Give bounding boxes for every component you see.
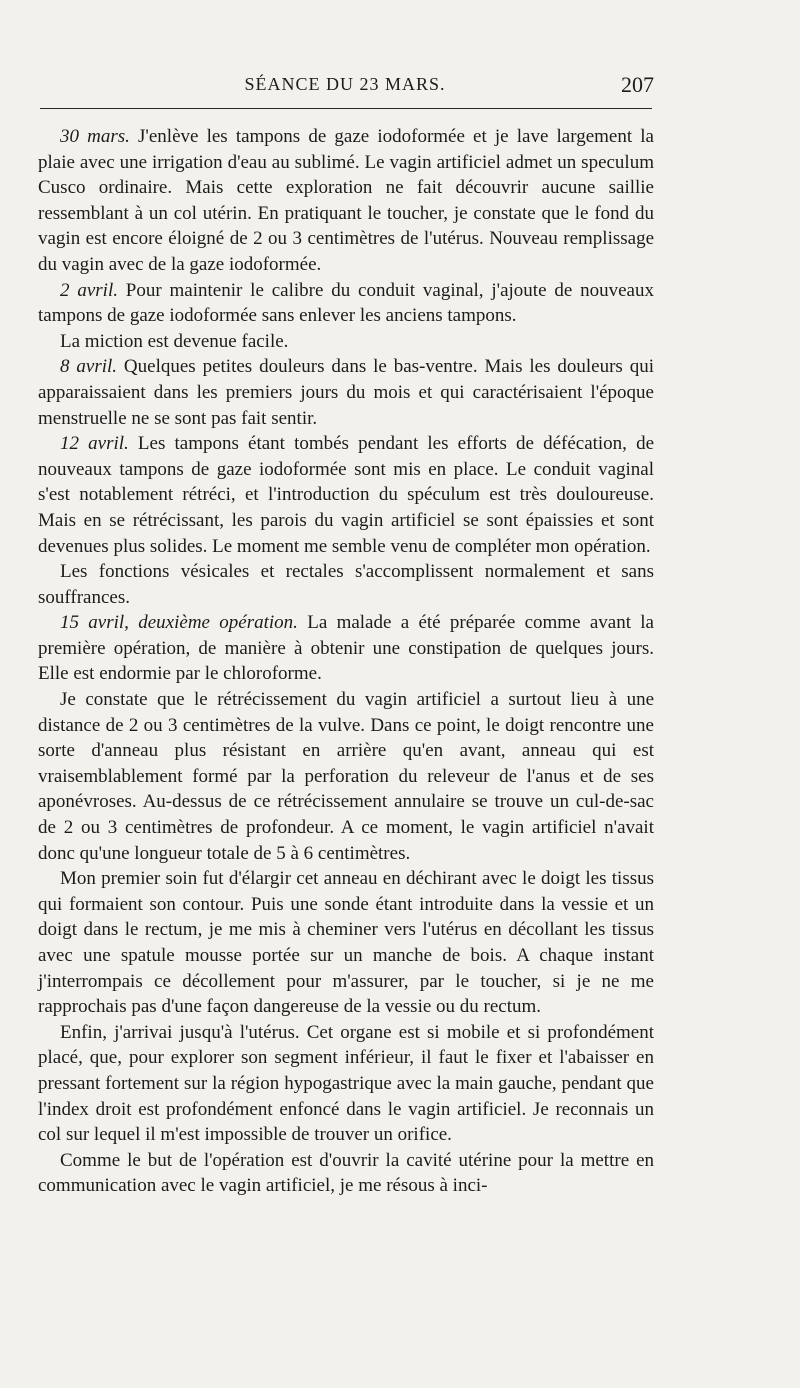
paragraph-text: Je constate que le rétrécissement du vagin artificiel a surtout lieu à une distance de 2 ou 3 centimètres de la vulve. Dans ce point, le doigt rencontre une sorte d'anneau plus résistant en arrière qu'en avant, anneau qui est vraisemblablement formé par la perforation du releveur de l'anus et de ses aponévroses. Au-dessus de ce rétrécissement annulaire se trouve un cul-de-sac de 2 ou 3 centimètres de profondeur. A ce moment, le vagin artificiel n'avait donc qu'une longueur totale de 5 à 6 centimètres.	[38, 689, 654, 864]
paragraph-text: J'enlève les tampons de gaze iodoformée et je lave largement la plaie avec une irrigation d'eau au sublimé. Le vagin artificiel admet un speculum Cusco ordinaire. Mais cette exploration ne fait découvrir aucune saillie ressemblant à un col utérin. En pratiquant le toucher, je constate que le fond du vagin est encore éloigné de 2 ou 3 centimètres de l'utérus. Nouveau remplissage du vagin avec de la gaze iodoformée.	[38, 126, 654, 275]
paragraph-12-avril	[38, 431, 654, 559]
paragraph-enfin	[38, 1020, 654, 1148]
running-header	[36, 74, 654, 102]
paragraph-fonctions	[38, 559, 654, 610]
paragraph-date: 15 avril, deuxième opération.	[60, 612, 298, 634]
paragraph-8-avril	[38, 354, 654, 431]
paragraph-date: 8 avril.	[60, 356, 118, 378]
running-title: SÉANCE DU 23 MARS.	[244, 74, 446, 94]
paragraph-text: Enfin, j'arrivai jusqu'à l'utérus. Cet organe est si mobile et si profondément placé, que, pour explorer son segment inférieur, il faut le fixer et l'abaisser en pressant fortement sur la région hypogastrique avec la main gauche, pendant que l'index droit est profondément enfoncé dans le vagin artificiel. Je reconnais un col sur lequel il m'est impossible de trouver un orifice.	[38, 1021, 654, 1146]
paragraph-premier-soin	[38, 866, 654, 1020]
paragraph-text: Pour maintenir le calibre du conduit vaginal, j'ajoute de nouveaux tampons de gaze iodoformée sans enlever les anciens tampons.	[38, 279, 654, 327]
paragraph-text: Les tampons étant tombés pendant les efforts de défécation, de nouveaux tampons de gaze iodoformée sont mis en place. Le conduit vaginal s'est notablement rétréci, et l'introduction du spéculum est très douloureuse. Mais en se rétrécissant, les parois du vagin artificiel se sont épaissies et sont devenues plus solides. Le moment me semble venu de compléter mon opération.	[38, 433, 654, 557]
paragraph-30-mars	[38, 124, 654, 278]
paragraph-date: 2 avril.	[60, 279, 118, 301]
page-number: 207	[621, 72, 654, 97]
header-rule	[40, 108, 652, 109]
paragraph-text: Mon premier soin fut d'élargir cet anneau en déchirant avec le doigt les tissus qui formaient son contour. Puis une sonde étant introduite dans la vessie et un doigt dans le rectum, je me mis à cheminer vers l'utérus en décollant les tissus avec une spatule mousse portée sur un manche de bois. A chaque instant j'interrompais ce décollement pour m'assurer, par le toucher, si je ne me rapprochais pas d'une façon dangereuse de la vessie ou du rectum.	[38, 868, 654, 1018]
paragraph-comme	[38, 1148, 654, 1199]
paragraph-2-avril	[38, 278, 654, 329]
paragraph-text: Les fonctions vésicales et rectales s'accomplissent normalement et sans souffrances.	[38, 561, 654, 608]
paragraph-constate	[38, 687, 654, 866]
body-text	[38, 124, 654, 1199]
paragraph-text: La malade a été préparée comme avant la première opération, de manière à obtenir une constipation de quelques jours. Elle est endormie par le chloroforme.	[38, 612, 654, 685]
paragraph-text: Quelques petites douleurs dans le bas-ventre. Mais les douleurs qui apparaissaient dans les premiers jours du mois et qui caractérisaient l'époque menstruelle ne se sont pas fait sentir.	[38, 356, 654, 429]
paragraph-text: La miction est devenue facile.	[60, 330, 289, 352]
paragraph-15-avril	[38, 610, 654, 687]
paragraph-date: 30 mars.	[60, 126, 130, 147]
paragraph-miction	[38, 329, 654, 355]
paragraph-date: 12 avril.	[60, 433, 129, 455]
paragraph-text: Comme le but de l'opération est d'ouvrir la cavité utérine pour la mettre en communication avec le vagin artificiel, je me résous à inci-	[38, 1149, 654, 1197]
